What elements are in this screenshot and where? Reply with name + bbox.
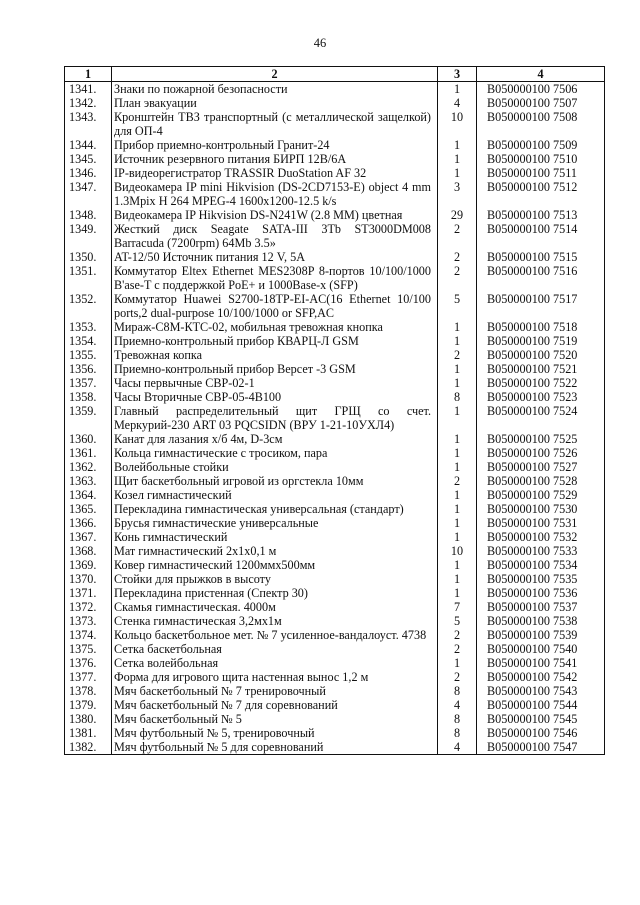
table-row bbox=[65, 642, 605, 656]
item-name: Кронштейн ТВЗ транспортный (с металлической защелкой) для ОП-4 bbox=[112, 110, 438, 138]
inventory-code: В050000100 7529 bbox=[477, 488, 605, 502]
row-number: 1372. bbox=[65, 600, 112, 614]
row-number: 1359. bbox=[65, 404, 112, 432]
inventory-code: В050000100 7535 bbox=[477, 572, 605, 586]
row-number: 1348. bbox=[65, 208, 112, 222]
row-number: 1343. bbox=[65, 110, 112, 138]
inventory-code: В050000100 7514 bbox=[477, 222, 605, 250]
table-row bbox=[65, 656, 605, 670]
item-quantity: 10 bbox=[438, 544, 477, 558]
item-name: Видеокамера IP mini Hikvision (DS-2CD7153-E) object 4 mm 1.3Mpix H 264 MPEG-4 1600x1200-12.5 k/s bbox=[112, 180, 438, 208]
table-row bbox=[65, 726, 605, 740]
item-quantity: 5 bbox=[438, 292, 477, 320]
item-quantity: 1 bbox=[438, 166, 477, 180]
item-name: Брусья гимнастические универсальные bbox=[112, 516, 438, 530]
item-name: Знаки по пожарной безопасности bbox=[112, 82, 438, 97]
item-name: Мяч футбольный № 5, тренировочный bbox=[112, 726, 438, 740]
item-name: Щит баскетбольный игровой из оргстекла 10мм bbox=[112, 474, 438, 488]
row-number: 1361. bbox=[65, 446, 112, 460]
header-col-1: 1 bbox=[65, 67, 112, 82]
item-name: Мяч баскетбольный № 7 для соревнований bbox=[112, 698, 438, 712]
inventory-code: В050000100 7515 bbox=[477, 250, 605, 264]
item-quantity: 8 bbox=[438, 684, 477, 698]
item-quantity: 1 bbox=[438, 320, 477, 334]
inventory-code: В050000100 7527 bbox=[477, 460, 605, 474]
inventory-code: В050000100 7540 bbox=[477, 642, 605, 656]
inventory-code: В050000100 7509 bbox=[477, 138, 605, 152]
item-quantity: 7 bbox=[438, 600, 477, 614]
row-number: 1375. bbox=[65, 642, 112, 656]
table-row bbox=[65, 404, 605, 432]
row-number: 1373. bbox=[65, 614, 112, 628]
table-row bbox=[65, 320, 605, 334]
row-number: 1364. bbox=[65, 488, 112, 502]
item-quantity: 4 bbox=[438, 740, 477, 755]
item-quantity: 1 bbox=[438, 82, 477, 97]
inventory-code: В050000100 7513 bbox=[477, 208, 605, 222]
table-row bbox=[65, 432, 605, 446]
row-number: 1381. bbox=[65, 726, 112, 740]
item-name: Кольцо баскетбольное мет. № 7 усиленное-вандалоуст. 4738 bbox=[112, 628, 438, 642]
item-quantity: 8 bbox=[438, 712, 477, 726]
table-row bbox=[65, 460, 605, 474]
item-quantity: 8 bbox=[438, 726, 477, 740]
item-name: Мяч футбольный № 5 для соревнований bbox=[112, 740, 438, 755]
table-row bbox=[65, 180, 605, 208]
table-row bbox=[65, 572, 605, 586]
item-quantity: 1 bbox=[438, 446, 477, 460]
table-row bbox=[65, 110, 605, 138]
item-quantity: 4 bbox=[438, 698, 477, 712]
item-quantity: 1 bbox=[438, 572, 477, 586]
row-number: 1341. bbox=[65, 82, 112, 97]
item-quantity: 2 bbox=[438, 474, 477, 488]
row-number: 1355. bbox=[65, 348, 112, 362]
row-number: 1368. bbox=[65, 544, 112, 558]
item-name: Часы первычные СВР-02-1 bbox=[112, 376, 438, 390]
row-number: 1371. bbox=[65, 586, 112, 600]
inventory-code: В050000100 7519 bbox=[477, 334, 605, 348]
item-name: Сетка баскетбольная bbox=[112, 642, 438, 656]
row-number: 1342. bbox=[65, 96, 112, 110]
row-number: 1374. bbox=[65, 628, 112, 642]
row-number: 1369. bbox=[65, 558, 112, 572]
inventory-code: В050000100 7542 bbox=[477, 670, 605, 684]
table-row bbox=[65, 264, 605, 292]
row-number: 1350. bbox=[65, 250, 112, 264]
item-quantity: 2 bbox=[438, 642, 477, 656]
inventory-code: В050000100 7520 bbox=[477, 348, 605, 362]
table-row bbox=[65, 138, 605, 152]
item-name: Ковер гимнастический 1200ммх500мм bbox=[112, 558, 438, 572]
item-quantity: 1 bbox=[438, 516, 477, 530]
item-name: Стойки для прыжков в высоту bbox=[112, 572, 438, 586]
inventory-code: В050000100 7522 bbox=[477, 376, 605, 390]
item-quantity: 10 bbox=[438, 110, 477, 138]
item-quantity: 8 bbox=[438, 390, 477, 404]
item-quantity: 29 bbox=[438, 208, 477, 222]
row-number: 1376. bbox=[65, 656, 112, 670]
item-name: Сетка волейбольная bbox=[112, 656, 438, 670]
inventory-code: В050000100 7510 bbox=[477, 152, 605, 166]
row-number: 1358. bbox=[65, 390, 112, 404]
inventory-code: В050000100 7526 bbox=[477, 446, 605, 460]
table-row bbox=[65, 96, 605, 110]
item-quantity: 1 bbox=[438, 152, 477, 166]
inventory-code: В050000100 7524 bbox=[477, 404, 605, 432]
inventory-code: В050000100 7512 bbox=[477, 180, 605, 208]
inventory-code: В050000100 7530 bbox=[477, 502, 605, 516]
item-quantity: 1 bbox=[438, 138, 477, 152]
inventory-code: В050000100 7507 bbox=[477, 96, 605, 110]
inventory-code: В050000100 7528 bbox=[477, 474, 605, 488]
item-quantity: 1 bbox=[438, 530, 477, 544]
item-quantity: 1 bbox=[438, 460, 477, 474]
inventory-code: В050000100 7547 bbox=[477, 740, 605, 755]
inventory-code: В050000100 7517 bbox=[477, 292, 605, 320]
table-header-row bbox=[65, 67, 605, 82]
item-name: Главный распределительный щит ГРЩ со счет. Меркурий-230 ART 03 PQCSIDN (ВРУ 1-21-10УХЛ4) bbox=[112, 404, 438, 432]
item-name: Перекладина пристенная (Спектр 30) bbox=[112, 586, 438, 600]
item-name: IP-видеорегистратор TRASSIR DuoStation AF 32 bbox=[112, 166, 438, 180]
table-row bbox=[65, 250, 605, 264]
table-row bbox=[65, 558, 605, 572]
table-row bbox=[65, 600, 605, 614]
table-row bbox=[65, 740, 605, 755]
row-number: 1356. bbox=[65, 362, 112, 376]
table-row bbox=[65, 348, 605, 362]
table-row bbox=[65, 446, 605, 460]
table-row bbox=[65, 544, 605, 558]
item-name: Мираж-С8М-КТС-02, мобильная тревожная кнопка bbox=[112, 320, 438, 334]
header-col-4: 4 bbox=[477, 67, 605, 82]
inventory-code: В050000100 7506 bbox=[477, 82, 605, 97]
item-quantity: 1 bbox=[438, 334, 477, 348]
item-name: Стенка гимнастическая 3,2мх1м bbox=[112, 614, 438, 628]
row-number: 1367. bbox=[65, 530, 112, 544]
inventory-code: В050000100 7516 bbox=[477, 264, 605, 292]
item-quantity: 2 bbox=[438, 222, 477, 250]
table-row bbox=[65, 152, 605, 166]
row-number: 1365. bbox=[65, 502, 112, 516]
inventory-code: В050000100 7525 bbox=[477, 432, 605, 446]
item-name: Часы Вторичные СВР-05-4В100 bbox=[112, 390, 438, 404]
inventory-code: В050000100 7541 bbox=[477, 656, 605, 670]
table-row bbox=[65, 488, 605, 502]
row-number: 1344. bbox=[65, 138, 112, 152]
header-col-2: 2 bbox=[112, 67, 438, 82]
item-quantity: 1 bbox=[438, 432, 477, 446]
item-name: План эвакуации bbox=[112, 96, 438, 110]
row-number: 1352. bbox=[65, 292, 112, 320]
inventory-code: В050000100 7546 bbox=[477, 726, 605, 740]
inventory-code: В050000100 7534 bbox=[477, 558, 605, 572]
table-row bbox=[65, 474, 605, 488]
row-number: 1351. bbox=[65, 264, 112, 292]
item-quantity: 3 bbox=[438, 180, 477, 208]
item-name: Источник резервного питания БИРП 12В/6А bbox=[112, 152, 438, 166]
item-quantity: 1 bbox=[438, 376, 477, 390]
item-name: Форма для игрового щита настенная вынос 1,2 м bbox=[112, 670, 438, 684]
inventory-code: В050000100 7539 bbox=[477, 628, 605, 642]
item-name: Прибор приемно-контрольный Гранит-24 bbox=[112, 138, 438, 152]
item-quantity: 1 bbox=[438, 586, 477, 600]
row-number: 1382. bbox=[65, 740, 112, 755]
item-name: Коммутатор Huawei S2700-18TP-EI-AC(16 Ethernet 10/100 ports,2 dual-purpose 10/100/1000 or SFP,AC bbox=[112, 292, 438, 320]
table-row bbox=[65, 334, 605, 348]
item-name: Коммутатор Eltex Ethernet MES2308P 8-портов 10/100/1000 B'ase-T с поддержкой PoE+ и 1000Base-x (SFP) bbox=[112, 264, 438, 292]
inventory-code: В050000100 7511 bbox=[477, 166, 605, 180]
inventory-code: В050000100 7545 bbox=[477, 712, 605, 726]
table-row bbox=[65, 292, 605, 320]
item-name: Мяч баскетбольный № 5 bbox=[112, 712, 438, 726]
table-row bbox=[65, 530, 605, 544]
table-row bbox=[65, 670, 605, 684]
table-row bbox=[65, 376, 605, 390]
item-name: Жесткий диск Seagate SATA-III 3Tb ST3000DM008 Barracuda (7200rpm) 64Mb 3.5» bbox=[112, 222, 438, 250]
table-row bbox=[65, 502, 605, 516]
row-number: 1379. bbox=[65, 698, 112, 712]
item-quantity: 4 bbox=[438, 96, 477, 110]
inventory-code: В050000100 7518 bbox=[477, 320, 605, 334]
item-name: AT-12/50 Источник питания 12 V, 5A bbox=[112, 250, 438, 264]
table-row bbox=[65, 362, 605, 376]
table-row bbox=[65, 698, 605, 712]
item-quantity: 1 bbox=[438, 502, 477, 516]
item-quantity: 1 bbox=[438, 656, 477, 670]
row-number: 1345. bbox=[65, 152, 112, 166]
item-quantity: 2 bbox=[438, 264, 477, 292]
item-name: Мат гимнастический 2х1х0,1 м bbox=[112, 544, 438, 558]
item-name: Приемно-контрольный прибор Версет -3 GSM bbox=[112, 362, 438, 376]
inventory-table bbox=[64, 66, 605, 755]
table-row bbox=[65, 516, 605, 530]
item-name: Волейбольные стойки bbox=[112, 460, 438, 474]
item-name: Козел гимнастический bbox=[112, 488, 438, 502]
inventory-code: В050000100 7544 bbox=[477, 698, 605, 712]
inventory-code: В050000100 7523 bbox=[477, 390, 605, 404]
item-name: Канат для лазания х/б 4м, D-3см bbox=[112, 432, 438, 446]
table-row bbox=[65, 208, 605, 222]
table-row bbox=[65, 222, 605, 250]
row-number: 1354. bbox=[65, 334, 112, 348]
row-number: 1353. bbox=[65, 320, 112, 334]
row-number: 1357. bbox=[65, 376, 112, 390]
item-quantity: 2 bbox=[438, 348, 477, 362]
inventory-code: В050000100 7521 bbox=[477, 362, 605, 376]
table-row bbox=[65, 628, 605, 642]
table-row bbox=[65, 82, 605, 97]
table-row bbox=[65, 586, 605, 600]
inventory-code: В050000100 7538 bbox=[477, 614, 605, 628]
item-name: Кольца гимнастические с тросиком, пара bbox=[112, 446, 438, 460]
inventory-code: В050000100 7533 bbox=[477, 544, 605, 558]
inventory-code: В050000100 7532 bbox=[477, 530, 605, 544]
item-name: Видеокамера IP Hikvision DS-N241W (2.8 MM) цветная bbox=[112, 208, 438, 222]
row-number: 1377. bbox=[65, 670, 112, 684]
item-quantity: 1 bbox=[438, 488, 477, 502]
item-quantity: 1 bbox=[438, 404, 477, 432]
inventory-code: В050000100 7543 bbox=[477, 684, 605, 698]
inventory-code: В050000100 7508 bbox=[477, 110, 605, 138]
item-quantity: 2 bbox=[438, 250, 477, 264]
item-quantity: 2 bbox=[438, 628, 477, 642]
table-row bbox=[65, 614, 605, 628]
item-quantity: 1 bbox=[438, 362, 477, 376]
table-row bbox=[65, 166, 605, 180]
inventory-code: В050000100 7537 bbox=[477, 600, 605, 614]
row-number: 1363. bbox=[65, 474, 112, 488]
row-number: 1380. bbox=[65, 712, 112, 726]
row-number: 1366. bbox=[65, 516, 112, 530]
inventory-code: В050000100 7531 bbox=[477, 516, 605, 530]
row-number: 1349. bbox=[65, 222, 112, 250]
table-row bbox=[65, 712, 605, 726]
item-name: Конь гимнастический bbox=[112, 530, 438, 544]
table-row bbox=[65, 684, 605, 698]
item-quantity: 1 bbox=[438, 558, 477, 572]
item-quantity: 5 bbox=[438, 614, 477, 628]
page-number: 46 bbox=[313, 36, 327, 50]
item-name: Мяч баскетбольный № 7 тренировочный bbox=[112, 684, 438, 698]
inventory-code: В050000100 7536 bbox=[477, 586, 605, 600]
row-number: 1378. bbox=[65, 684, 112, 698]
item-quantity: 2 bbox=[438, 670, 477, 684]
item-name: Перекладина гимнастическая универсальная (стандарт) bbox=[112, 502, 438, 516]
item-name: Скамья гимнастическая. 4000м bbox=[112, 600, 438, 614]
header-col-3: 3 bbox=[438, 67, 477, 82]
row-number: 1346. bbox=[65, 166, 112, 180]
item-name: Тревожная копка bbox=[112, 348, 438, 362]
row-number: 1362. bbox=[65, 460, 112, 474]
row-number: 1370. bbox=[65, 572, 112, 586]
item-name: Приемно-контрольный прибор КВАРЦ-Л GSM bbox=[112, 334, 438, 348]
table-row bbox=[65, 390, 605, 404]
row-number: 1360. bbox=[65, 432, 112, 446]
row-number: 1347. bbox=[65, 180, 112, 208]
